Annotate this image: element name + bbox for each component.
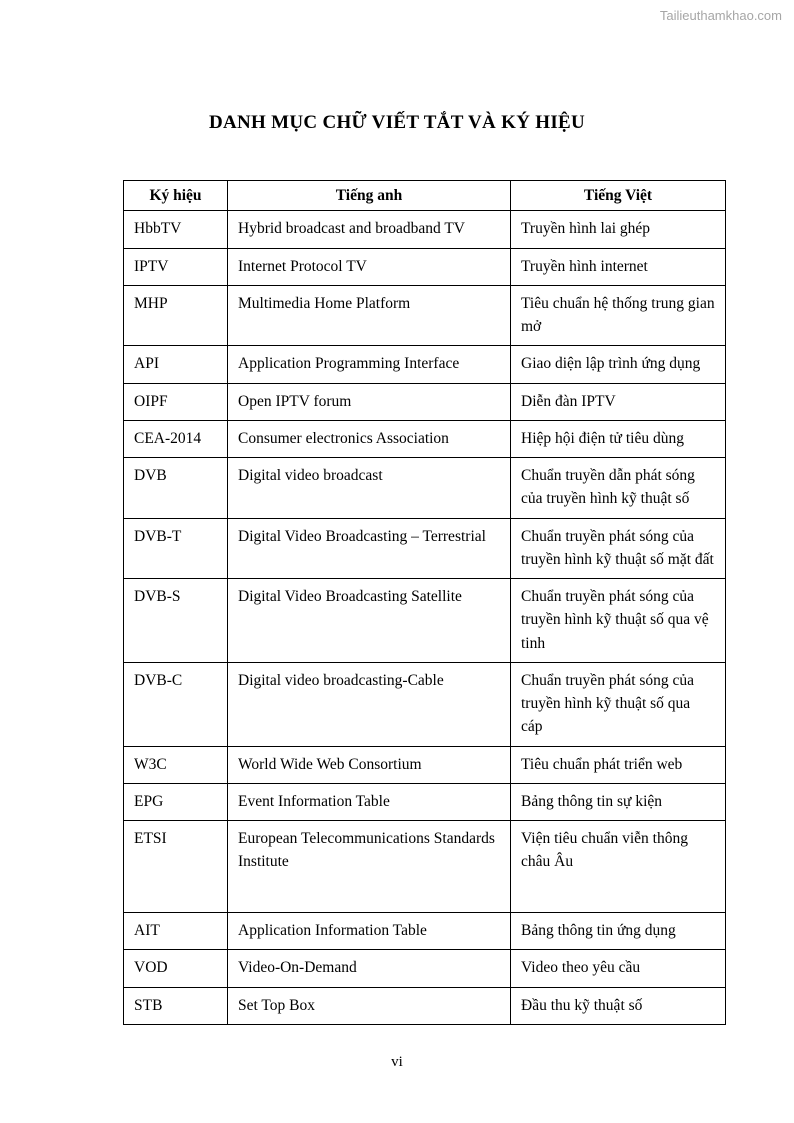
table-row	[124, 821, 726, 913]
cell-symbol: AIT	[124, 913, 228, 950]
cell-english: Application Programming Interface	[228, 346, 511, 383]
table-row	[124, 518, 726, 579]
page-number: vi	[391, 1054, 403, 1070]
cell-symbol: HbbTV	[124, 211, 228, 248]
table-row	[124, 248, 726, 285]
column-header-symbol: Ký hiệu	[124, 181, 228, 211]
cell-vietnamese: Giao diện lập trình ứng dụng	[511, 346, 726, 383]
cell-vietnamese: Video theo yêu cầu	[511, 950, 726, 987]
cell-english: Hybrid broadcast and broadband TV	[228, 211, 511, 248]
cell-vietnamese: Chuẩn truyền phát sóng của truyền hình kỹ thuật số qua vệ tinh	[511, 579, 726, 663]
cell-symbol: OIPF	[124, 383, 228, 420]
cell-symbol: EPG	[124, 783, 228, 820]
cell-english: Application Information Table	[228, 913, 511, 950]
cell-symbol: VOD	[124, 950, 228, 987]
cell-symbol: DVB	[124, 458, 228, 519]
cell-english: Event Information Table	[228, 783, 511, 820]
table-row	[124, 285, 726, 346]
table-row	[124, 458, 726, 519]
cell-english: Internet Protocol TV	[228, 248, 511, 285]
cell-english: Digital Video Broadcasting Satellite	[228, 579, 511, 663]
cell-vietnamese: Truyền hình lai ghép	[511, 211, 726, 248]
column-header-english: Tiếng anh	[228, 181, 511, 211]
cell-symbol: ETSI	[124, 821, 228, 913]
page-title: DANH MỤC CHỮ VIẾT TẮT VÀ KÝ HIỆU	[208, 112, 586, 133]
table-row	[124, 383, 726, 420]
cell-english: Set Top Box	[228, 987, 511, 1024]
cell-vietnamese: Bảng thông tin sự kiện	[511, 783, 726, 820]
abbreviations-table	[123, 180, 726, 1025]
table-row	[124, 420, 726, 457]
cell-vietnamese: Đầu thu kỹ thuật số	[511, 987, 726, 1024]
table-row	[124, 950, 726, 987]
cell-symbol: DVB-S	[124, 579, 228, 663]
cell-vietnamese: Diễn đàn IPTV	[511, 383, 726, 420]
table-row	[124, 662, 726, 746]
cell-english: Open IPTV forum	[228, 383, 511, 420]
cell-vietnamese: Tiêu chuẩn phát triển web	[511, 746, 726, 783]
cell-vietnamese: Hiệp hội điện tử tiêu dùng	[511, 420, 726, 457]
cell-vietnamese: Bảng thông tin ứng dụng	[511, 913, 726, 950]
cell-english: Digital Video Broadcasting – Terrestrial	[228, 518, 511, 579]
cell-symbol: MHP	[124, 285, 228, 346]
cell-vietnamese: Chuẩn truyền dẫn phát sóng của truyền hình kỹ thuật số	[511, 458, 726, 519]
cell-symbol: CEA-2014	[124, 420, 228, 457]
cell-vietnamese: Chuẩn truyền phát sóng của truyền hình kỹ thuật số qua cáp	[511, 662, 726, 746]
table-row	[124, 913, 726, 950]
cell-vietnamese: Viện tiêu chuẩn viễn thông châu Âu	[511, 821, 726, 913]
cell-english: Video-On-Demand	[228, 950, 511, 987]
table-header-row	[124, 181, 726, 211]
table-row	[124, 746, 726, 783]
cell-english: Digital video broadcast	[228, 458, 511, 519]
table-row	[124, 987, 726, 1024]
cell-vietnamese: Truyền hình internet	[511, 248, 726, 285]
table-row	[124, 783, 726, 820]
cell-symbol: DVB-T	[124, 518, 228, 579]
table-row	[124, 579, 726, 663]
cell-vietnamese: Chuẩn truyền phát sóng của truyền hình kỹ thuật số mặt đất	[511, 518, 726, 579]
cell-english: Digital video broadcasting-Cable	[228, 662, 511, 746]
table-row	[124, 211, 726, 248]
cell-symbol: W3C	[124, 746, 228, 783]
watermark: Tailieuthamkhao.com	[659, 8, 782, 23]
cell-symbol: STB	[124, 987, 228, 1024]
cell-english: Multimedia Home Platform	[228, 285, 511, 346]
table-row	[124, 346, 726, 383]
cell-symbol: IPTV	[124, 248, 228, 285]
cell-vietnamese: Tiêu chuẩn hệ thống trung gian mở	[511, 285, 726, 346]
cell-english: World Wide Web Consortium	[228, 746, 511, 783]
cell-english: Consumer electronics Association	[228, 420, 511, 457]
cell-symbol: DVB-C	[124, 662, 228, 746]
column-header-vietnamese: Tiếng Việt	[511, 181, 726, 211]
cell-symbol: API	[124, 346, 228, 383]
cell-english: European Telecommunications Standards Institute	[228, 821, 511, 913]
